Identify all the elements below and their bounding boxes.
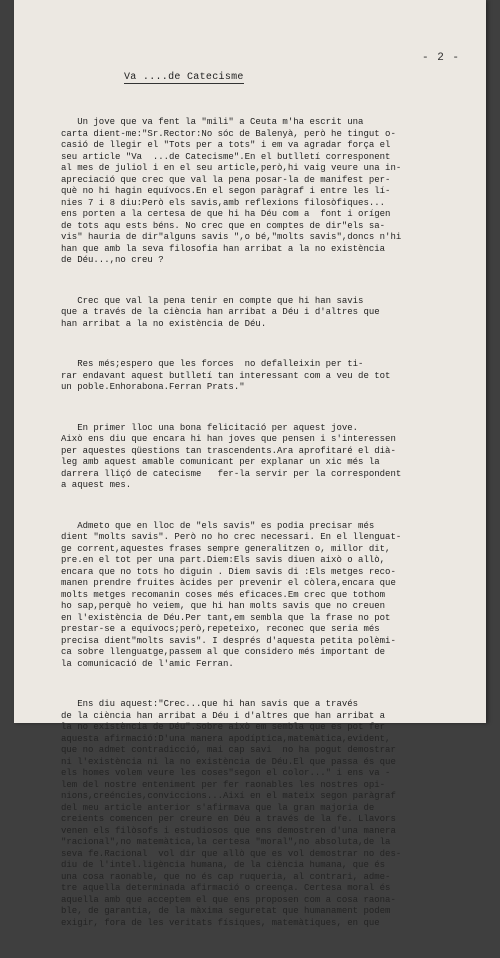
page-number: - 2 - [422,52,461,64]
paragraph: Crec que val la pena tenir en compte que hi han savis que a través de la ciència han arribat a Déu i d'altres que han arribat a la no existència de Déu. [61,295,380,329]
paragraph: Admeto que en lloc de "els savis" es podia precisar més dient "molts savis". Però no ho crec necessari. En el llenguat- ge corrent,aquestes frases sempre generalitzen o, millor dit, pre.en el tot per una part.Diem:Els savis diuen això o allò, encara que no tots ho diguin . Diem savis di :Els metges reco- manen prendre fruites àcides per prevenir el còlera,encara que molts metges recomanin coses més eficaces.Em crec que tothom ho sap,perquè ho veiem, que hi han molts savis que no creuen en l'existència de Déu.Per tant,em sembla que la frase no pot prestar-se a equívocs;però,repeteixo, reconec que seria més precisa dient"molts savis". I després d'aquesta petita polèmi- ca sobre llenguatge,passem al que considero més important de la comunicació de l'amic Ferran. [61,520,402,669]
paragraph: Res més;espero que les forces no defalleixin per ti- rar endavant aquest butlletí tan interessant com a veu de tot un poble.Enhorabona.Ferran Prats." [61,359,391,392]
article-body [61,94,451,958]
paragraph: Un jove que va fent la "mili" a Ceuta m'ha escrit una carta dient-me:"Sr.Rector:No sóc de Balenyà, però he tingut o- casió de llegir el "Tots per a tots" i em va agradar força el seu article "Va ...de Catecisme".En el butlletí corresponent al mes de juliol i en el seu article,però,hi vaig veure una in- apreciació que crec que val la pena posar-la de manifest per- què no hi hagin equívocs.En el segon paràgraf i entre les lí- nies 7 i 8 diu:Però els savis,amb reflexions filosòfiques... ens porten a la certesa de que hi ha Déu com a font i orígen de tots aqu ests béns. No crec que en comptes de dir"els sa- vis" hauria de dir"alguns savis ",o bé,"molts savis",doncs n'hi han que amb la seva filosofia han arribat a la no existència de Déu...,no creu ? [61,117,402,265]
article-title: Va ....de Catecisme [124,72,244,83]
document-page [14,0,486,928]
paragraph: En primer lloc una bona felicitació per aquest jove. Això ens diu que encara hi han joves que pensen i s'interessen per aquestes qüestions tan trascendents.Ara aprofitaré el dià- leg amb aquest amable comunicant per explanar un xic més la darrera lliçó de catecisme fer-la servir per la correspondent a aquest mes. [61,422,402,490]
paragraph: Ens diu aquest:"Crec...que hi han savis que a través de la ciència han arribat a Déu i d'altres que han arribat a la no existència de Déu".Sobre això em sembla que es pot fer aquesta afirmació:D'una manera apodíptica,matemàtica,evident, que no admet contradicció, mai cap savi no ha pogut demostrar ni l'existència ni la no existència de Déu.El que passa és que els homes volem veure les coses"segon el color..." i ens va - lem del nostre enteniment per fer raonables les nostres opi- nions,creéncies,conviccions...Així en el mateix segon paràgraf del meu article anterior s'afirmava que la gran majoria de creients comencen per creure en Déu a través de la fe. Llavors venen els filòsofs i estudiosos que ens demostren d'una manera "racional",no matemàtica,la certesa "moral",no absoluta,de la seva fe.Racional vol dir que allò que es vol demostrar no des- diu de l'intel.ligència humana, de la ciència humana, que és una cosa raonable, que no és cap ruqueria, al contrari, adme- tre aquella determinada afirmació o creença. Certesa moral és aquella amb que acceptem el que ens proposen com a cosa raona- ble, de garantia, de la màxima seguretat que humanament podem exigir, fora de les veritats físiques, matemàtiques, en que [61,699,402,928]
